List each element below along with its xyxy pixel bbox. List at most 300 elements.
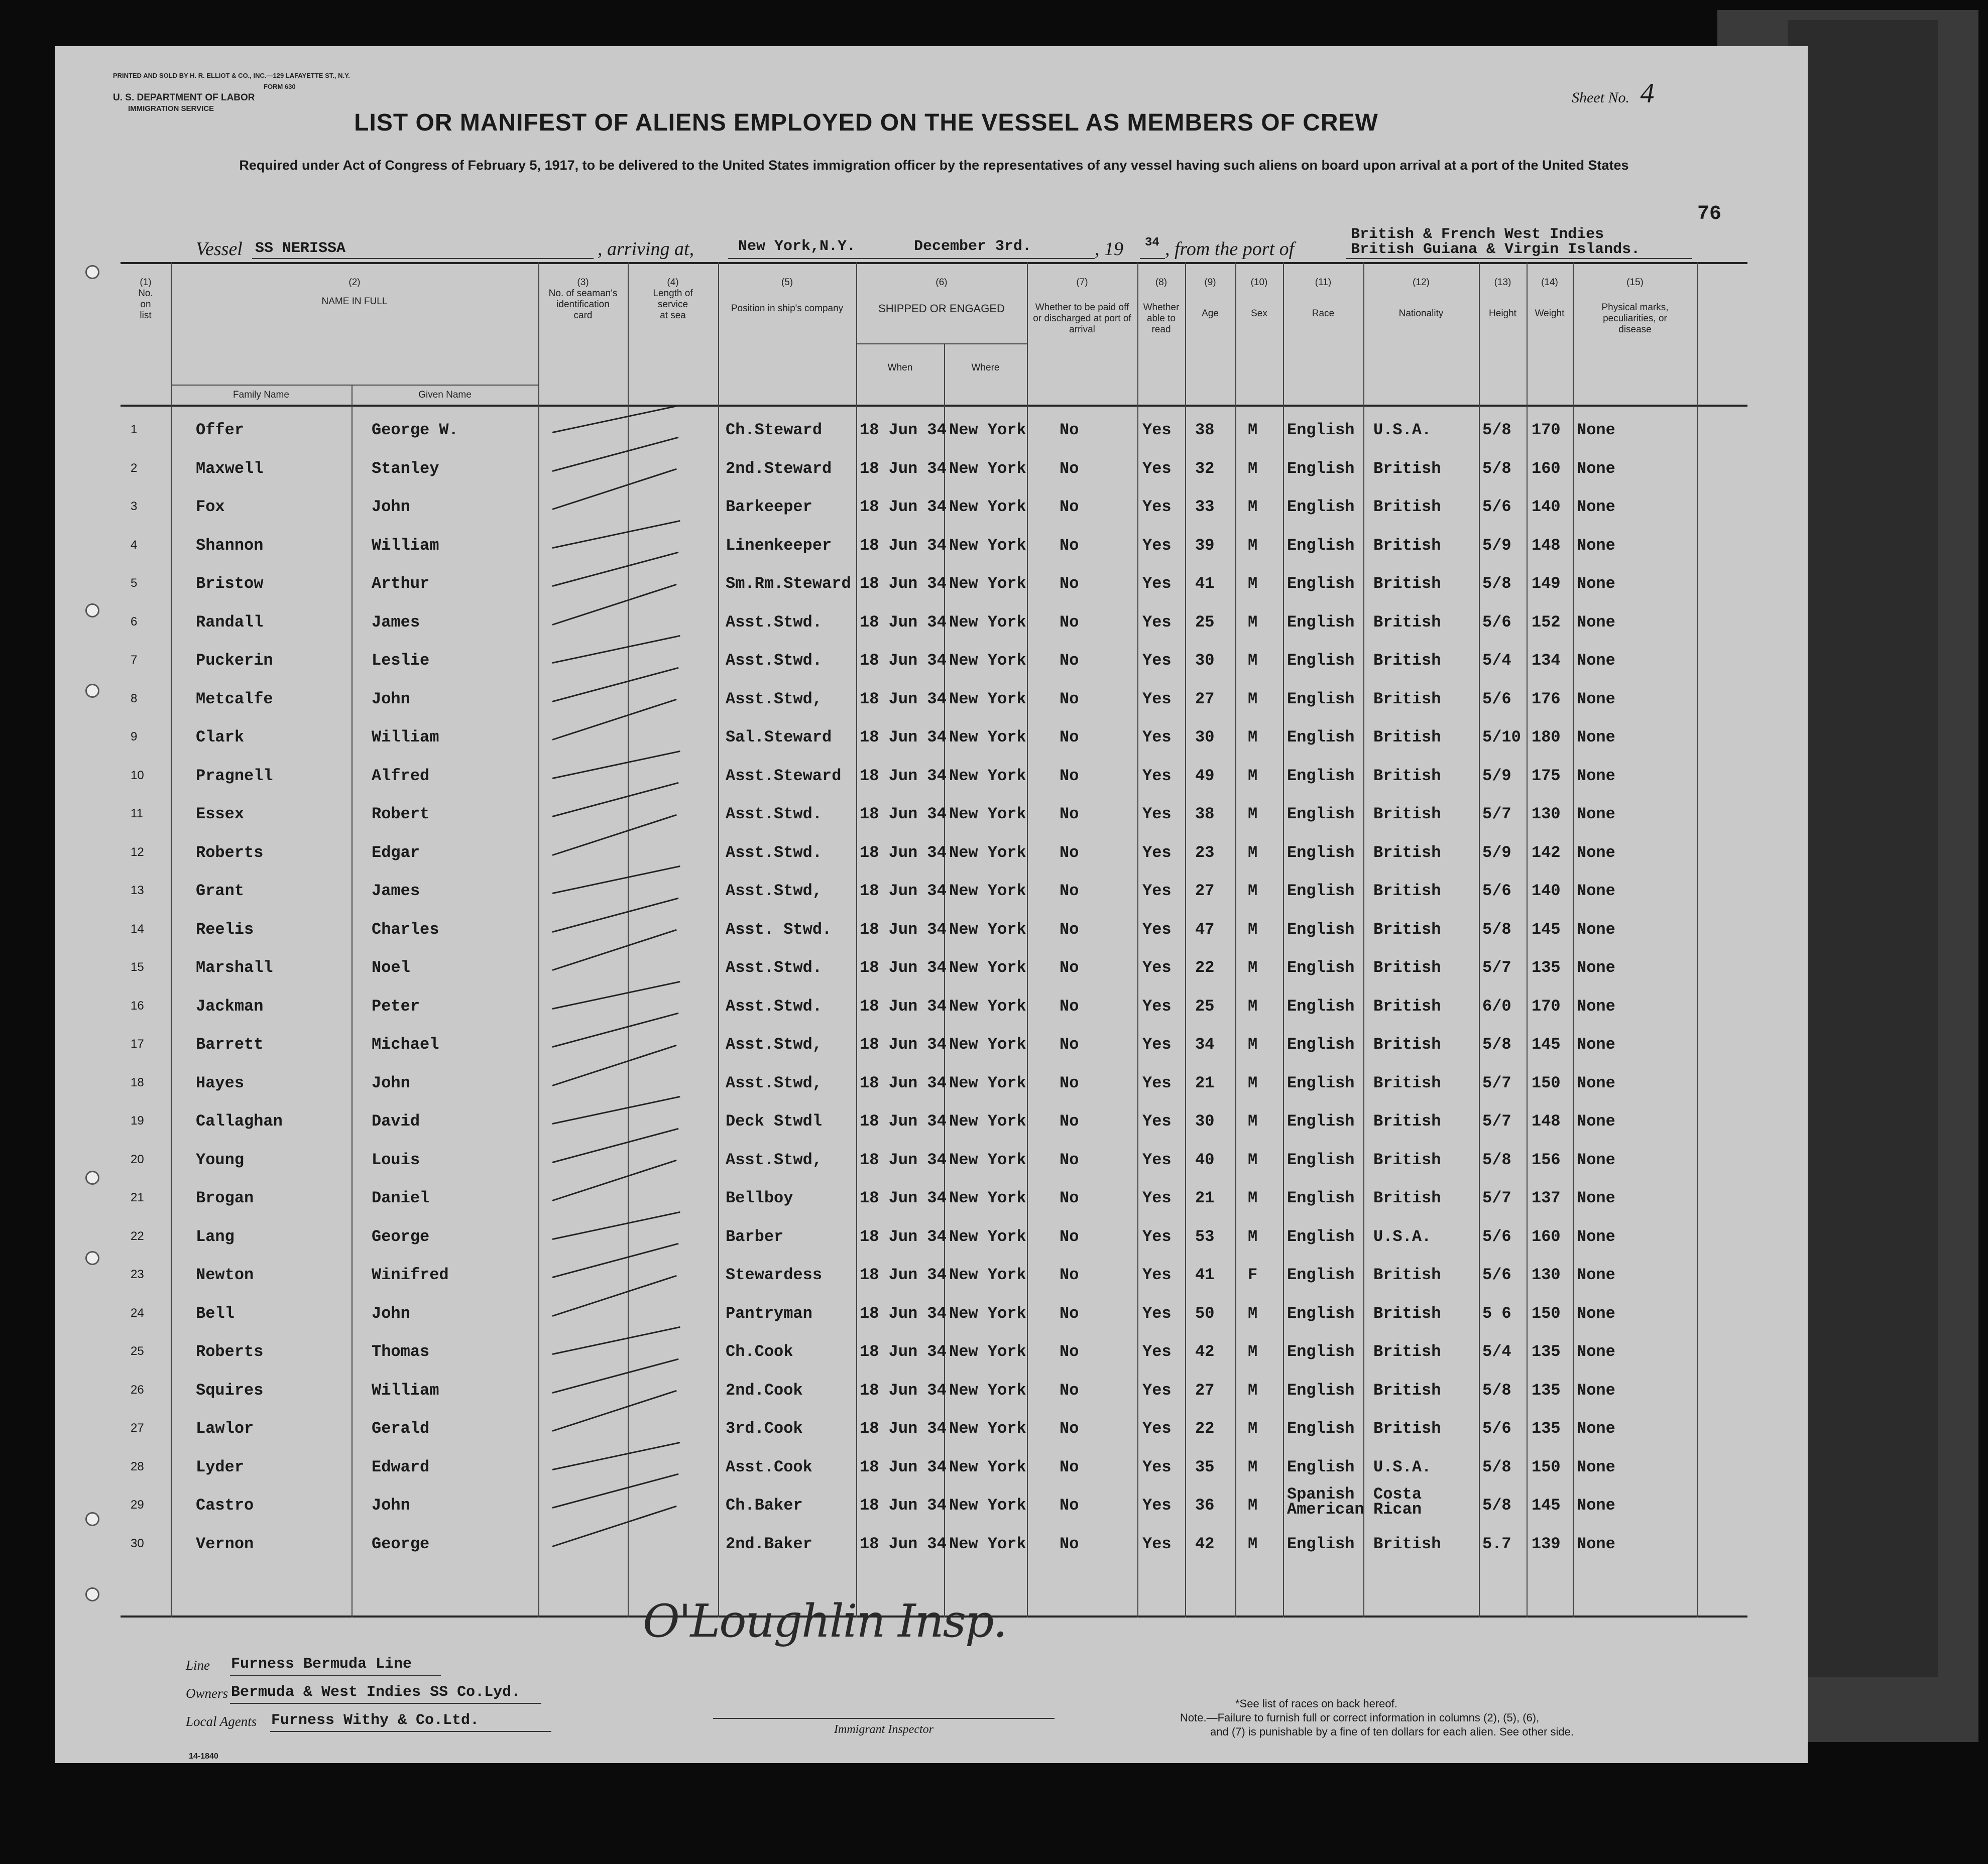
cell-weight: 135 — [1532, 958, 1561, 977]
cell-where: New York — [949, 421, 1026, 439]
cell-weight: 145 — [1532, 1496, 1561, 1515]
cell-weight: 175 — [1532, 766, 1561, 785]
cell-given: David — [372, 1112, 420, 1131]
cell-paid: No — [1060, 920, 1079, 939]
cell-no: 9 — [131, 730, 138, 743]
cell-nationality: British — [1373, 689, 1441, 708]
cell-given: John — [372, 1073, 410, 1092]
year-prefix: , 19 — [1095, 238, 1123, 260]
page-number: 76 — [1697, 203, 1722, 225]
cell-position: Ch.Cook — [726, 1342, 793, 1361]
form-code: 14-1840 — [189, 1752, 218, 1761]
cell-weight: 130 — [1532, 805, 1561, 823]
arriving-label: , arriving at, — [598, 238, 694, 260]
sheet-value: 4 — [1640, 78, 1655, 109]
cell-given: Alfred — [372, 766, 430, 785]
note-line-1: Note.—Failure to furnish full or correct information in columns (2), (5), (6), — [1180, 1711, 1540, 1724]
cell-age: 32 — [1195, 459, 1215, 478]
cell-sex: M — [1248, 1457, 1258, 1476]
cell-family: Vernon — [196, 1534, 254, 1553]
cell-paid: No — [1060, 882, 1079, 900]
cell-height: 5/8 — [1482, 459, 1511, 478]
cell-sex: M — [1248, 728, 1258, 747]
vessel-label: Vessel — [196, 238, 243, 260]
cell-family: Roberts — [196, 843, 264, 862]
cell-given: William — [372, 728, 439, 747]
cell-when: 18 Jun 34 — [860, 728, 947, 747]
sheet-label: Sheet No. — [1572, 89, 1629, 106]
cell-age: 33 — [1195, 498, 1215, 516]
cell-when: 18 Jun 34 — [860, 459, 947, 478]
table-row — [121, 1099, 1747, 1137]
inspector-signature: O'Loughlin Insp. — [643, 1595, 1007, 1648]
cell-given: Noel — [372, 958, 410, 977]
cell-where: New York — [949, 1457, 1026, 1476]
cell-nationality: British — [1373, 958, 1441, 977]
cell-paid: No — [1060, 1112, 1079, 1131]
cell-position: Bellboy — [726, 1189, 793, 1207]
cell-paid: No — [1060, 1381, 1079, 1400]
cell-family: Jackman — [196, 997, 264, 1016]
cell-height: 5/7 — [1482, 958, 1511, 977]
col-height-header: (13) Height — [1489, 277, 1516, 319]
check-mark — [552, 520, 680, 548]
cell-read: Yes — [1142, 1227, 1172, 1246]
cell-position: Sm.Rm.Steward — [726, 574, 851, 593]
cell-given: George — [372, 1534, 430, 1553]
cell-when: 18 Jun 34 — [860, 766, 947, 785]
cell-nationality: British — [1373, 1112, 1441, 1131]
line-value: Furness Bermuda Line — [231, 1656, 412, 1673]
cell-marks: None — [1577, 1035, 1615, 1054]
cell-given: Thomas — [372, 1342, 430, 1361]
col-given-header: Given Name — [418, 390, 472, 400]
cell-height: 5/6 — [1482, 1227, 1511, 1246]
cell-race: English — [1287, 498, 1355, 516]
table-row — [121, 907, 1747, 945]
cell-age: 39 — [1195, 536, 1215, 555]
cell-read: Yes — [1142, 1189, 1172, 1207]
cell-nationality: British — [1373, 728, 1441, 747]
cell-when: 18 Jun 34 — [860, 1073, 947, 1092]
underlying-sheet-shadow — [1788, 20, 1938, 1677]
cell-where: New York — [949, 1073, 1026, 1092]
cell-race: English — [1287, 536, 1355, 555]
cell-given: George W. — [372, 421, 458, 439]
cell-no: 6 — [131, 614, 138, 629]
cell-position: Asst.Stwd, — [726, 689, 823, 708]
cell-height: 5/7 — [1482, 1189, 1511, 1207]
table-row — [121, 408, 1747, 446]
col-sex-header: (10) Sex — [1250, 277, 1268, 319]
cell-race: English — [1287, 574, 1355, 593]
cell-where: New York — [949, 612, 1026, 632]
cell-position: Asst.Stwd. — [726, 805, 823, 823]
arrival-port: New York,N.Y. — [738, 238, 856, 255]
cell-weight: 156 — [1532, 1150, 1561, 1169]
penalty-note — [1180, 1697, 1574, 1739]
cell-read: Yes — [1142, 766, 1172, 785]
cell-age: 21 — [1195, 1073, 1215, 1092]
cell-paid: No — [1060, 1150, 1079, 1169]
cell-nationality: British — [1373, 1073, 1441, 1092]
cell-family: Castro — [196, 1496, 254, 1515]
cell-race: Spanish American — [1287, 1485, 1364, 1519]
cell-no: 2 — [131, 461, 138, 475]
cell-no: 15 — [131, 960, 144, 974]
cell-marks: None — [1577, 1304, 1615, 1323]
cell-no: 8 — [131, 691, 138, 705]
cell-family: Bell — [196, 1304, 235, 1323]
cell-sex: M — [1248, 536, 1258, 555]
cell-where: New York — [949, 459, 1026, 478]
cell-read: Yes — [1142, 882, 1172, 900]
cell-weight: 137 — [1532, 1189, 1561, 1207]
cell-family: Clark — [196, 728, 245, 747]
cell-age: 34 — [1195, 1035, 1215, 1054]
printer-imprint — [113, 70, 350, 114]
cell-marks: None — [1577, 958, 1615, 977]
cell-when: 18 Jun 34 — [860, 882, 947, 900]
cell-given: James — [372, 882, 420, 900]
cell-no: 10 — [131, 768, 144, 782]
cell-when: 18 Jun 34 — [860, 1419, 947, 1438]
cell-age: 40 — [1195, 1150, 1215, 1169]
cell-where: New York — [949, 689, 1026, 708]
cell-read: Yes — [1142, 1419, 1172, 1438]
cell-when: 18 Jun 34 — [860, 1496, 947, 1515]
cell-weight: 149 — [1532, 574, 1561, 593]
cell-age: 22 — [1195, 1419, 1215, 1438]
col-when-header: When — [887, 362, 913, 373]
cell-given: Arthur — [372, 574, 430, 593]
document-title: LIST OR MANIFEST OF ALIENS EMPLOYED ON THE VESSEL AS MEMBERS OF CREW — [354, 109, 1378, 136]
cell-marks: None — [1577, 920, 1615, 939]
cell-marks: None — [1577, 574, 1615, 593]
cell-position: Stewardess — [726, 1266, 823, 1284]
cell-where: New York — [949, 1496, 1026, 1515]
cell-given: Louis — [372, 1150, 420, 1169]
cell-height: 5/6 — [1482, 882, 1511, 900]
cell-race: English — [1287, 805, 1355, 823]
cell-paid: No — [1060, 689, 1079, 708]
cell-age: 25 — [1195, 997, 1215, 1016]
cell-nationality: British — [1373, 843, 1441, 862]
cell-given: Winifred — [372, 1266, 449, 1284]
cell-position: Ch.Baker — [726, 1496, 803, 1515]
cell-where: New York — [949, 728, 1026, 747]
check-mark — [552, 980, 680, 1009]
cell-height: 5/6 — [1482, 689, 1511, 708]
cell-weight: 180 — [1532, 728, 1561, 747]
cell-read: Yes — [1142, 1150, 1172, 1169]
cell-nationality: U.S.A. — [1373, 421, 1432, 439]
cell-sex: M — [1248, 651, 1258, 670]
cell-nationality: British — [1373, 1534, 1441, 1553]
check-mark — [552, 1096, 680, 1125]
col-service-header: (4) Length of service at sea — [653, 277, 693, 321]
cell-paid: No — [1060, 1073, 1079, 1092]
cell-where: New York — [949, 1304, 1026, 1323]
cell-no: 18 — [131, 1075, 144, 1089]
cell-position: Asst.Stwd, — [726, 1073, 823, 1092]
cell-given: Michael — [372, 1035, 439, 1054]
agents-value: Furness Withy & Co.Ltd. — [271, 1712, 480, 1729]
cell-position: Barber — [726, 1227, 784, 1246]
binding-hole — [85, 603, 99, 617]
cell-paid: No — [1060, 805, 1079, 823]
binding-hole — [85, 1512, 99, 1526]
cell-family: Essex — [196, 805, 245, 823]
cell-weight: 139 — [1532, 1534, 1561, 1553]
cell-where: New York — [949, 843, 1026, 862]
cell-position: 2nd.Cook — [726, 1381, 803, 1400]
cell-given: James — [372, 612, 420, 632]
cell-when: 18 Jun 34 — [860, 997, 947, 1016]
col-nationality-header: (12) Nationality — [1398, 277, 1444, 319]
cell-family: Fox — [196, 498, 225, 516]
cell-weight: 142 — [1532, 843, 1561, 862]
cell-read: Yes — [1142, 1534, 1172, 1553]
cell-nationality: British — [1373, 1189, 1441, 1207]
cell-paid: No — [1060, 1189, 1079, 1207]
cell-age: 30 — [1195, 651, 1215, 670]
cell-given: Leslie — [372, 651, 430, 670]
cell-paid: No — [1060, 1496, 1079, 1515]
cell-nationality: British — [1373, 498, 1441, 516]
cell-when: 18 Jun 34 — [860, 1304, 947, 1323]
cell-height: 5.7 — [1482, 1534, 1511, 1553]
cell-family: Randall — [196, 612, 264, 632]
cell-marks: None — [1577, 1496, 1615, 1515]
cell-paid: No — [1060, 1035, 1079, 1054]
cell-family: Lawlor — [196, 1419, 254, 1438]
cell-where: New York — [949, 1227, 1026, 1246]
table-row — [121, 984, 1747, 1022]
cell-position: Asst.Steward — [726, 766, 842, 785]
cell-no: 16 — [131, 999, 144, 1013]
cell-nationality: British — [1373, 1342, 1441, 1361]
table-row — [121, 484, 1747, 523]
cell-weight: 135 — [1532, 1381, 1561, 1400]
cell-race: English — [1287, 1534, 1355, 1553]
cell-position: Asst.Stwd. — [726, 997, 823, 1016]
cell-height: 5/8 — [1482, 1457, 1511, 1476]
cell-paid: No — [1060, 958, 1079, 977]
cell-position: 2nd.Baker — [726, 1534, 812, 1553]
cell-race: English — [1287, 958, 1355, 977]
cell-age: 36 — [1195, 1496, 1215, 1515]
cell-height: 6/0 — [1482, 997, 1511, 1016]
cell-paid: No — [1060, 1342, 1079, 1361]
cell-weight: 148 — [1532, 536, 1561, 555]
manifest-page — [55, 46, 1808, 1763]
cell-paid: No — [1060, 997, 1079, 1016]
cell-weight: 134 — [1532, 651, 1561, 670]
cell-height: 5/8 — [1482, 1381, 1511, 1400]
cell-family: Bristow — [196, 574, 264, 593]
cell-race: English — [1287, 421, 1355, 439]
cell-sex: M — [1248, 1534, 1258, 1553]
cell-paid: No — [1060, 1534, 1079, 1553]
cell-no: 27 — [131, 1421, 144, 1435]
cell-age: 27 — [1195, 882, 1215, 900]
col-position-header: (5) Position in ship's company — [731, 277, 844, 314]
table-row — [121, 677, 1747, 715]
table-row — [121, 446, 1747, 484]
cell-given: Daniel — [372, 1189, 430, 1207]
cell-where: New York — [949, 882, 1026, 900]
cell-weight: 152 — [1532, 612, 1561, 632]
cell-paid: No — [1060, 612, 1079, 632]
cell-sex: M — [1248, 1419, 1258, 1438]
cell-age: 22 — [1195, 958, 1215, 977]
cell-sex: M — [1248, 498, 1258, 516]
check-mark — [552, 1441, 680, 1470]
cell-height: 5/6 — [1482, 1266, 1511, 1284]
table-row — [121, 1176, 1747, 1214]
cell-marks: None — [1577, 728, 1615, 747]
cell-where: New York — [949, 920, 1026, 939]
cell-nationality: Costa Rican — [1373, 1485, 1422, 1519]
cell-nationality: U.S.A. — [1373, 1227, 1432, 1246]
line-label: Line — [186, 1658, 210, 1673]
cell-given: Robert — [372, 805, 430, 823]
cell-read: Yes — [1142, 1112, 1172, 1131]
cell-marks: None — [1577, 1534, 1615, 1553]
from-port-line1: British & French West Indies — [1351, 226, 1604, 243]
cell-given: Stanley — [372, 459, 439, 478]
cell-no: 26 — [131, 1383, 144, 1397]
cell-when: 18 Jun 34 — [860, 498, 947, 516]
table-row — [121, 868, 1747, 907]
cell-sex: M — [1248, 1150, 1258, 1169]
cell-marks: None — [1577, 536, 1615, 555]
cell-position: 3rd.Cook — [726, 1419, 803, 1438]
table-row — [121, 1522, 1747, 1560]
cell-paid: No — [1060, 651, 1079, 670]
cell-no: 25 — [131, 1344, 144, 1358]
col-read-header: (8) Whether able to read — [1143, 277, 1180, 335]
cell-marks: None — [1577, 1266, 1615, 1284]
col-marks-header: (15) Physical marks, peculiarities, or disease — [1601, 277, 1669, 335]
cell-when: 18 Jun 34 — [860, 1534, 947, 1553]
cell-no: 19 — [131, 1114, 144, 1128]
cell-height: 5/7 — [1482, 1073, 1511, 1092]
cell-marks: None — [1577, 805, 1615, 823]
table-row — [121, 830, 1747, 868]
check-mark — [552, 635, 680, 664]
cell-nationality: British — [1373, 1035, 1441, 1054]
cell-family: Offer — [196, 421, 245, 439]
cell-position: Asst.Stwd. — [726, 843, 823, 862]
col-paid-header: (7) Whether to be paid off or discharged at port of arrival — [1033, 277, 1131, 335]
cell-race: English — [1287, 1073, 1355, 1092]
cell-position: Asst.Stwd, — [726, 882, 823, 900]
cell-race: English — [1287, 689, 1355, 708]
col-age-header: (9) Age — [1202, 277, 1219, 319]
cell-sex: M — [1248, 1035, 1258, 1054]
cell-position: 2nd.Steward — [726, 459, 832, 478]
cell-race: English — [1287, 1189, 1355, 1207]
cell-position: Pantryman — [726, 1304, 812, 1323]
cell-marks: None — [1577, 689, 1615, 708]
department-name: U. S. DEPARTMENT OF LABOR — [113, 92, 255, 103]
cell-no: 28 — [131, 1459, 144, 1473]
cell-age: 41 — [1195, 1266, 1215, 1284]
cell-position: Deck Stwdl — [726, 1112, 823, 1131]
cell-given: John — [372, 1304, 410, 1323]
form-number: FORM 630 — [264, 83, 296, 90]
cell-position: Ch.Steward — [726, 421, 823, 439]
cell-given: William — [372, 536, 439, 555]
cell-where: New York — [949, 498, 1026, 516]
arrival-year: 34 — [1145, 236, 1159, 250]
cell-nationality: British — [1373, 997, 1441, 1016]
cell-marks: None — [1577, 612, 1615, 632]
cell-weight: 150 — [1532, 1304, 1561, 1323]
cell-read: Yes — [1142, 920, 1172, 939]
cell-family: Roberts — [196, 1342, 264, 1361]
cell-paid: No — [1060, 536, 1079, 555]
cell-height: 5/9 — [1482, 536, 1511, 555]
cell-given: William — [372, 1381, 439, 1400]
cell-position: Asst.Stwd. — [726, 651, 823, 670]
cell-paid: No — [1060, 766, 1079, 785]
cell-sex: M — [1248, 1073, 1258, 1092]
cell-family: Lyder — [196, 1457, 245, 1476]
cell-race: English — [1287, 1112, 1355, 1131]
cell-no: 30 — [131, 1536, 144, 1550]
cell-where: New York — [949, 574, 1026, 593]
cell-paid: No — [1060, 1227, 1079, 1246]
col-shipped-header: (6) SHIPPED OR ENGAGED — [878, 277, 1005, 315]
cell-paid: No — [1060, 498, 1079, 516]
cell-height: 5/6 — [1482, 1419, 1511, 1438]
cell-position: Barkeeper — [726, 498, 812, 516]
cell-where: New York — [949, 1381, 1026, 1400]
cell-marks: None — [1577, 1112, 1615, 1131]
cell-nationality: British — [1373, 1419, 1441, 1438]
cell-marks: None — [1577, 1150, 1615, 1169]
cell-marks: None — [1577, 997, 1615, 1016]
cell-paid: No — [1060, 1457, 1079, 1476]
cell-family: Brogan — [196, 1189, 254, 1207]
cell-read: Yes — [1142, 1035, 1172, 1054]
cell-weight: 135 — [1532, 1342, 1561, 1361]
cell-race: English — [1287, 1227, 1355, 1246]
vessel-name: SS NERISSA — [255, 240, 346, 257]
cell-position: Sal.Steward — [726, 728, 832, 747]
cell-age: 30 — [1195, 728, 1215, 747]
cell-given: Edgar — [372, 843, 420, 862]
cell-where: New York — [949, 1342, 1026, 1361]
cell-marks: None — [1577, 498, 1615, 516]
cell-sex: M — [1248, 1496, 1258, 1515]
cell-marks: None — [1577, 1419, 1615, 1438]
cell-sex: M — [1248, 1381, 1258, 1400]
cell-height: 5/8 — [1482, 574, 1511, 593]
cell-sex: M — [1248, 421, 1258, 439]
cell-race: English — [1287, 612, 1355, 632]
table-row — [121, 600, 1747, 638]
cell-read: Yes — [1142, 1266, 1172, 1284]
cell-read: Yes — [1142, 612, 1172, 632]
table-row — [121, 1138, 1747, 1176]
cell-position: Asst.Stwd. — [726, 612, 823, 632]
cell-read: Yes — [1142, 459, 1172, 478]
cell-read: Yes — [1142, 536, 1172, 555]
